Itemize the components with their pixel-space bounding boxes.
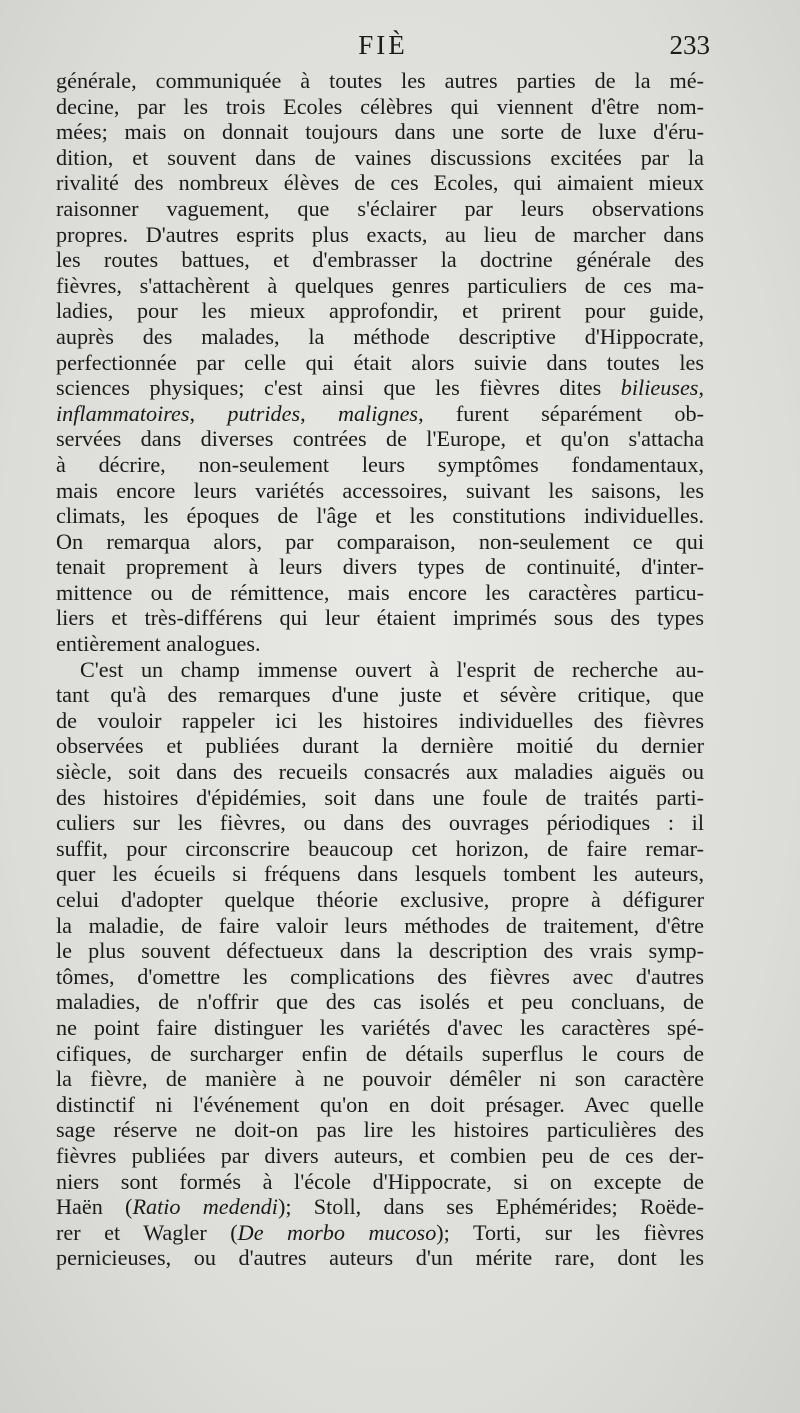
paragraph-2	[56, 657, 704, 1271]
italic-term: bilieuses	[620, 375, 699, 401]
text-line: ne point faire distinguer les variétés d'avec les caractères spé-	[56, 1014, 704, 1040]
text-segment: rer et Wagler (	[56, 1219, 238, 1245]
text-line: le plus souvent défectueux dans la description des vrais symp-	[56, 938, 704, 964]
text-line: servées dans diverses contrées de l'Europe, et qu'on s'attacha	[56, 426, 704, 452]
text-line: ladies, pour les mieux approfondir, et prirent pour guide,	[56, 298, 704, 324]
text-line: cifiques, de surcharger enfin de détails superflus le cours de	[56, 1040, 704, 1066]
italic-term: putrides	[227, 400, 301, 426]
text-line: climats, les époques de l'âge et les constitutions individuelles.	[56, 503, 704, 529]
text-segment: ,	[189, 400, 228, 426]
text-line: perfectionnée par celle qui était alors suivie dans toutes les	[56, 349, 704, 375]
italic-term: malignes	[337, 400, 419, 426]
text-line: générale, communiquée à toutes les autres parties de la mé-	[56, 68, 704, 93]
italic-title: Ratio medendi	[132, 1194, 278, 1220]
text-line: tant qu'à des remarques d'une juste et sévère critique, que	[56, 682, 704, 708]
text-line: sage réserve ne doit-on pas lire les histoires particulières des	[56, 1117, 704, 1143]
text-line: distinctif ni l'événement qu'on en doit présager. Avec quelle	[56, 1091, 704, 1117]
text-line: celui d'adopter quelque théorie exclusive, propre à défigurer	[56, 887, 704, 912]
text-line: fièvres publiées par divers auteurs, et combien peu de ces der-	[56, 1142, 704, 1168]
paragraph-1	[56, 68, 704, 657]
text-segment: ,	[698, 375, 704, 401]
text-line: la maladie, de faire valoir leurs méthodes de traitement, d'être	[56, 912, 704, 938]
text-line: niers sont formés à l'école d'Hippocrate, si on excepte de	[56, 1168, 704, 1194]
text-line: observées et publiées durant la dernière moitié du dernier	[56, 733, 704, 759]
page-header	[56, 30, 710, 70]
text-line: les routes battues, et d'embrasser la doctrine générale des	[56, 247, 704, 273]
italic-title: De morbo mucoso	[237, 1219, 437, 1245]
text-line: pernicieuses, ou d'autres auteurs d'un mérite rare, dont les	[56, 1245, 704, 1271]
text-line: raisonner vaguement, que s'éclairer par leurs observations	[56, 195, 704, 221]
text-line: des histoires d'épidémies, soit dans une foule de traités parti-	[56, 784, 704, 810]
text-line: culiers sur les fièvres, ou dans des ouvrages périodiques : il	[56, 810, 704, 836]
text-line: suffit, pour circonscrire beaucoup cet horizon, de faire remar-	[56, 835, 704, 861]
italic-term: inflammatoires	[56, 400, 190, 426]
text-line: de vouloir rappeler ici les histoires individuelles des fièvres	[56, 707, 704, 733]
text-line: decine, par les trois Ecoles célèbres qui viennent d'être nom-	[56, 93, 704, 119]
text-line: entièrement analogues.	[56, 631, 261, 657]
text-line: mées; mais on donnait toujours dans une sorte de luxe d'éru-	[56, 119, 704, 145]
text-line: maladies, de n'offrir que des cas isolés et peu concluans, de	[56, 989, 704, 1015]
text-segment: ); Stoll, dans ses Ephémérides; Roëde-	[277, 1194, 705, 1220]
text-line: dition, et souvent dans de vaines discussions excitées par la	[56, 144, 704, 170]
text-segment: , furent séparément ob-	[418, 400, 705, 426]
text-line: rivalité des nombreux élèves de ces Ecoles, qui aimaient mieux	[56, 170, 704, 196]
text-line-with-italic	[56, 1220, 704, 1246]
text-line: tômes, d'omettre les complications des fièvres avec d'autres	[56, 963, 704, 989]
page-number: 233	[669, 30, 710, 60]
text-line: propres. D'autres esprits plus exacts, au lieu de marcher dans	[56, 221, 704, 247]
text-line-with-italic	[56, 401, 704, 427]
text-line-with-italic	[56, 375, 704, 401]
text-line: mais encore leurs variétés accessoires, suivant les saisons, les	[56, 477, 704, 503]
text-line: à décrire, non-seulement leurs symptômes fondamentaux,	[56, 451, 704, 477]
text-line: siècle, soit dans des recueils consacrés aux maladies aiguës ou	[56, 759, 704, 785]
running-head: FIÈ	[358, 30, 408, 60]
text-line: fièvres, s'attachèrent à quelques genres particuliers de ces ma-	[56, 272, 704, 298]
text-line: liers et très-différens qui leur étaient imprimés sous des types	[56, 605, 704, 631]
text-segment: ); Torti, sur les fièvres	[436, 1219, 704, 1245]
text-segment: ,	[300, 400, 338, 426]
text-segment: Haën (	[56, 1194, 133, 1220]
text-line: mittence ou de rémittence, mais encore les caractères particu-	[56, 579, 704, 605]
text-line: quer les écueils si fréquens dans lesquels tombent les auteurs,	[56, 861, 704, 887]
text-line-with-italic	[56, 1194, 704, 1220]
text-line: la fièvre, de manière à ne pouvoir démêler ni son caractère	[56, 1066, 704, 1092]
text-line: auprès des malades, la méthode descriptive d'Hippocrate,	[56, 323, 704, 349]
text-line-indented: C'est un champ immense ouvert à l'esprit de recherche au-	[80, 656, 704, 682]
text-segment: sciences physiques; c'est ainsi que les fièvres dites	[56, 375, 621, 401]
body-text	[56, 68, 704, 1271]
text-line: On remarqua alors, par comparaison, non-seulement ce qui	[56, 528, 704, 554]
text-line: tenait proprement à leurs divers types de continuité, d'inter-	[56, 554, 704, 580]
